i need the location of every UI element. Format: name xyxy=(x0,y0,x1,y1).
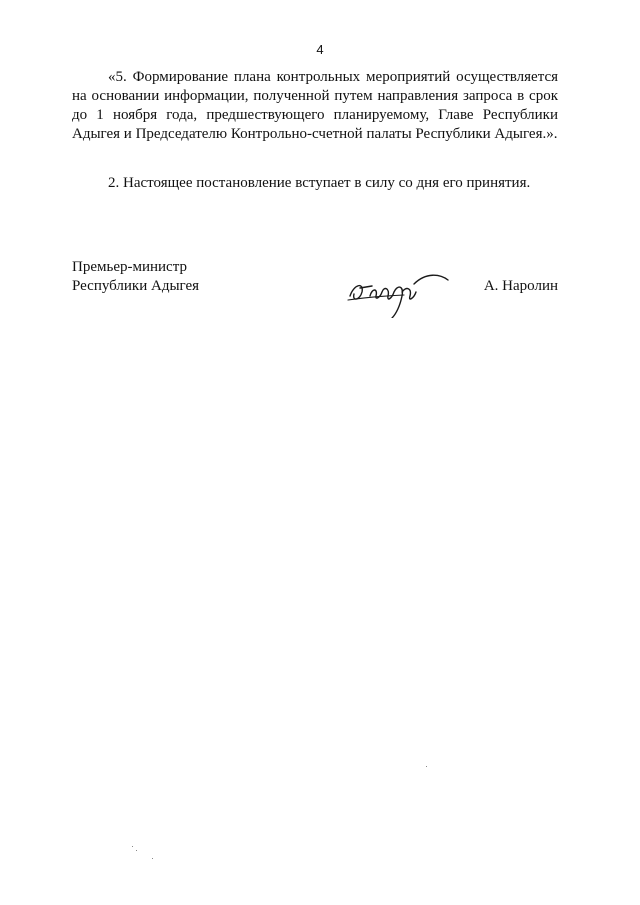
signatory-title xyxy=(72,258,199,296)
signatory-name: А. Наролин xyxy=(483,278,558,294)
signatory-title-line-1: Премьер-министр xyxy=(72,259,187,275)
scan-speck xyxy=(132,846,133,847)
signature-block xyxy=(72,258,558,318)
signatory-title-line-2: Республики Адыгея xyxy=(72,278,200,294)
paragraph-2: 2. Настоящее постановление вступает в силу со дня его принятия. xyxy=(108,175,531,191)
scan-speck xyxy=(426,766,427,767)
scan-speck xyxy=(136,850,137,851)
page-number: 4 xyxy=(316,42,324,57)
handwritten-signature xyxy=(342,262,452,318)
scan-speck xyxy=(152,858,153,859)
paragraph-1: «5. Формирование плана контрольных мероприятий осуществляется на основании информации, полученной путем направления запроса в срок до 1 ноября года, предшествующего планируемому, Главе Республики Адыгея и Председателю Контрольно-счетной палаты Республики Адыгея.». xyxy=(72,69,558,142)
